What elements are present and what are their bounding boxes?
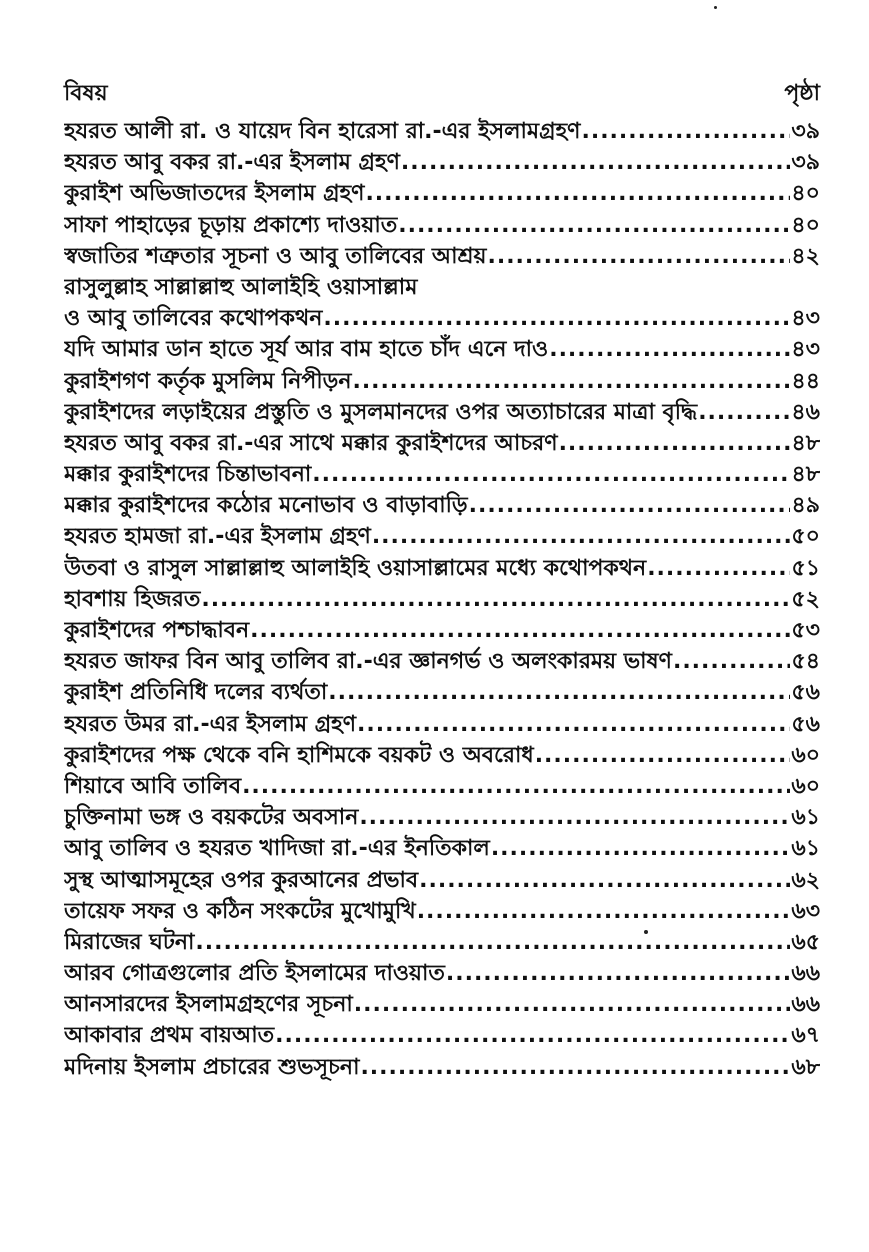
toc-entry-title: হযরত জাফর বিন আবু তালিব রা.-এর জ্ঞানগর্ভ ও অলংকারময় ভাষণ [64, 649, 672, 675]
toc-entry-title: হাবশায় হিজরত [64, 586, 201, 612]
toc-entry-page-number: ৬৩ [791, 898, 820, 924]
toc-entry [64, 863, 820, 894]
toc-list [64, 114, 820, 1081]
dot-leader [275, 1023, 790, 1048]
toc-entry-page-number: ৬৭ [791, 1023, 820, 1049]
toc-entry-title: হযরত উমর রা.-এর ইসলাম গ্রহণ [64, 711, 357, 737]
toc-entry [64, 800, 820, 831]
dot-leader [365, 181, 790, 206]
toc-entry [64, 1018, 820, 1049]
toc-entry [64, 519, 820, 550]
dot-leader [328, 680, 790, 705]
toc-header [64, 76, 820, 114]
toc-entry-page-number: ৬০ [791, 742, 820, 768]
toc-entry-title: সাফা পাহাড়ের চূড়ায় প্রকাশ্যে দাওয়াত [64, 212, 398, 238]
toc-entry-page-number: ৪৩ [791, 337, 820, 363]
toc-entry-page-number: ৫৩ [791, 618, 820, 643]
dot-leader [360, 1055, 790, 1080]
dot-leader [250, 618, 790, 643]
dot-leader [487, 244, 790, 269]
toc-entry [64, 675, 820, 706]
toc-entry-page-number: ৬২ [791, 867, 820, 893]
dot-leader [417, 899, 791, 924]
dot-leader [323, 306, 790, 331]
dot-leader [359, 805, 790, 830]
toc-entry-page-number: ৪৯ [791, 493, 820, 519]
toc-entry [64, 332, 820, 363]
toc-entry-title: মক্কার কুরাইশদের কঠোর মনোভাব ও বাড়াবাড়ি [64, 493, 468, 519]
toc-entry [64, 114, 820, 145]
toc-entry-page-number: ৩৯ [791, 119, 820, 144]
dot-leader [401, 150, 791, 175]
dot-leader [673, 649, 790, 674]
toc-entry [64, 145, 820, 176]
toc-entry-title: আরব গোত্রগুলোর প্রতি ইসলামের দাওয়াত [64, 961, 445, 987]
dot-leader [469, 493, 791, 518]
dot-leader [354, 992, 791, 1017]
toc-page [64, 76, 820, 1081]
dot-leader [698, 400, 790, 425]
toc-entry [64, 738, 820, 769]
dot-leader [195, 930, 790, 955]
toc-entry-title: কুরাইশদের পক্ষ থেকে বনি হাশিমকে বয়কট ও অবরোধ [64, 742, 534, 768]
toc-entry-page-number: ৪২ [791, 243, 820, 269]
dot-leader [549, 337, 790, 362]
toc-entry-title: কুরাইশগণ কর্তৃক মুসলিম নিপীড়ন [64, 368, 352, 394]
toc-entry [64, 956, 820, 987]
toc-entry [64, 894, 820, 925]
dot-leader [419, 868, 790, 893]
toc-entry-title: স্বজাতির শত্রুতার সূচনা ও আবু তালিবের আশ্রয় [64, 243, 487, 269]
toc-entry [64, 987, 820, 1018]
dot-leader [559, 431, 791, 456]
toc-entry-title: আনসারদের ইসলামগ্রহণের সূচনা [64, 992, 353, 1018]
toc-entry-title: হযরত আলী রা. ও যায়েদ বিন হারেসা রা.-এর ইসলামগ্রহণ [64, 119, 581, 144]
page-column-label: পৃষ্ঠা [784, 81, 820, 106]
toc-entry-page-number: ৫২ [791, 586, 820, 612]
toc-entry-page-number: ৪৮ [791, 462, 820, 488]
dot-leader [242, 774, 790, 799]
toc-entry-page-number: ৬৫ [791, 929, 820, 955]
toc-entry-page-number: ৪৩ [791, 306, 820, 332]
toc-entry [64, 1050, 820, 1081]
dot-leader [535, 743, 791, 768]
toc-entry-title: মক্কার কুরাইশদের চিন্তাভাবনা [64, 462, 312, 488]
toc-entry [64, 395, 820, 426]
toc-entry-title: মদিনায় ইসলাম প্রচারের শুভসূচনা [64, 1054, 360, 1080]
toc-entry [64, 488, 820, 519]
toc-entry-title: আবু তালিব ও হযরত খাদিজা রা.-এর ইনতিকাল [64, 836, 490, 862]
toc-entry-title: রাসুলুল্লাহ সাল্লাল্লাহু আলাইহি ওয়াসাল্লাম [64, 274, 418, 300]
toc-entry-page-number: ৬১ [791, 836, 820, 862]
toc-entry [64, 831, 820, 862]
toc-entry-title: হযরত হামজা রা.-এর ইসলাম গ্রহণ [64, 524, 371, 550]
toc-entry-title: তায়েফ সফর ও কঠিন সংকটের মুখোমুখি [64, 898, 416, 924]
dot-leader [398, 213, 790, 238]
toc-entry-title: কুরাইশদের লড়াইয়ের প্রস্তুতি ও মুসলমানদের ওপর অত্যাচারের মাত্রা বৃদ্ধি [64, 399, 698, 425]
toc-entry [64, 301, 820, 332]
subject-column-label: বিষয় [64, 81, 108, 106]
dot-leader [352, 369, 790, 394]
toc-entry-title: কুরাইশদের পশ্চাদ্ধাবন [64, 618, 250, 643]
dot-leader [201, 587, 790, 612]
toc-entry-title: কুরাইশ প্রতিনিধি দলের ব্যর্থতা [64, 680, 328, 706]
toc-entry-page-number: ৫০ [791, 524, 820, 550]
print-speck [714, 6, 717, 9]
toc-entry [64, 208, 820, 239]
toc-entry-page-number: ৫৪ [791, 649, 820, 675]
dot-leader [491, 836, 791, 861]
toc-entry-title: উতবা ও রাসুল সাল্লাল্লাহু আলাইহি ওয়াসাল্লামের মধ্যে কথোপকথন [64, 555, 647, 581]
toc-entry-title: সুস্থ আত্মাসমূহের ওপর কুরআনের প্রভাব [64, 867, 419, 893]
toc-entry [64, 644, 820, 675]
toc-entry [64, 426, 820, 457]
toc-entry-title: শিয়াবে আবি তালিব [64, 773, 242, 799]
toc-entry-page-number: ৪৬ [791, 399, 820, 425]
toc-entry [64, 613, 820, 644]
toc-entry-page-number: ৩৯ [791, 150, 820, 176]
toc-entry-page-number: ৪০ [791, 212, 820, 238]
dot-leader [357, 712, 790, 737]
toc-entry-page-number: ৬০ [791, 773, 820, 799]
toc-entry [64, 457, 820, 488]
dot-leader [581, 119, 790, 144]
toc-entry [64, 176, 820, 207]
toc-entry-title: ও আবু তালিবের কথোপকথন [64, 306, 323, 332]
toc-entry-title: আকাবার প্রথম বায়আত [64, 1023, 275, 1049]
toc-entry-page-number: ৬১ [791, 805, 820, 831]
dot-leader [312, 462, 790, 487]
toc-entry-title: কুরাইশ অভিজাতদের ইসলাম গ্রহণ [64, 181, 365, 207]
toc-entry [64, 270, 820, 301]
toc-entry [64, 925, 820, 956]
toc-entry [64, 364, 820, 395]
toc-entry [64, 239, 820, 270]
toc-entry-page-number: ৬৬ [791, 992, 820, 1018]
dot-leader [372, 524, 791, 549]
dot-leader [647, 556, 790, 581]
dot-leader [446, 961, 791, 986]
toc-entry-page-number: ৪৪ [791, 368, 820, 394]
toc-entry [64, 769, 820, 800]
toc-entry-page-number: ৫৬ [791, 711, 820, 737]
toc-entry-page-number: ৪৮ [791, 430, 820, 456]
toc-entry [64, 582, 820, 613]
toc-entry [64, 551, 820, 582]
toc-entry-title: হযরত আবু বকর রা.-এর ইসলাম গ্রহণ [64, 150, 400, 176]
toc-entry-title: যদি আমার ডান হাতে সূর্য আর বাম হাতে চাঁদ এনে দাও [64, 337, 549, 363]
toc-entry-title: হযরত আবু বকর রা.-এর সাথে মক্কার কুরাইশদের আচরণ [64, 430, 558, 456]
toc-entry [64, 707, 820, 738]
toc-entry-page-number: ৪০ [791, 181, 820, 207]
toc-entry-page-number: ৬৬ [791, 961, 820, 987]
toc-entry-page-number: ৫১ [791, 555, 820, 581]
toc-entry-page-number: ৫৬ [791, 680, 820, 706]
toc-entry-title: চুক্তিনামা ভঙ্গ ও বয়কটের অবসান [64, 805, 359, 831]
toc-entry-page-number: ৬৮ [791, 1054, 820, 1080]
print-speck [644, 930, 648, 934]
toc-entry-title: মিরাজের ঘটনা [64, 929, 195, 955]
